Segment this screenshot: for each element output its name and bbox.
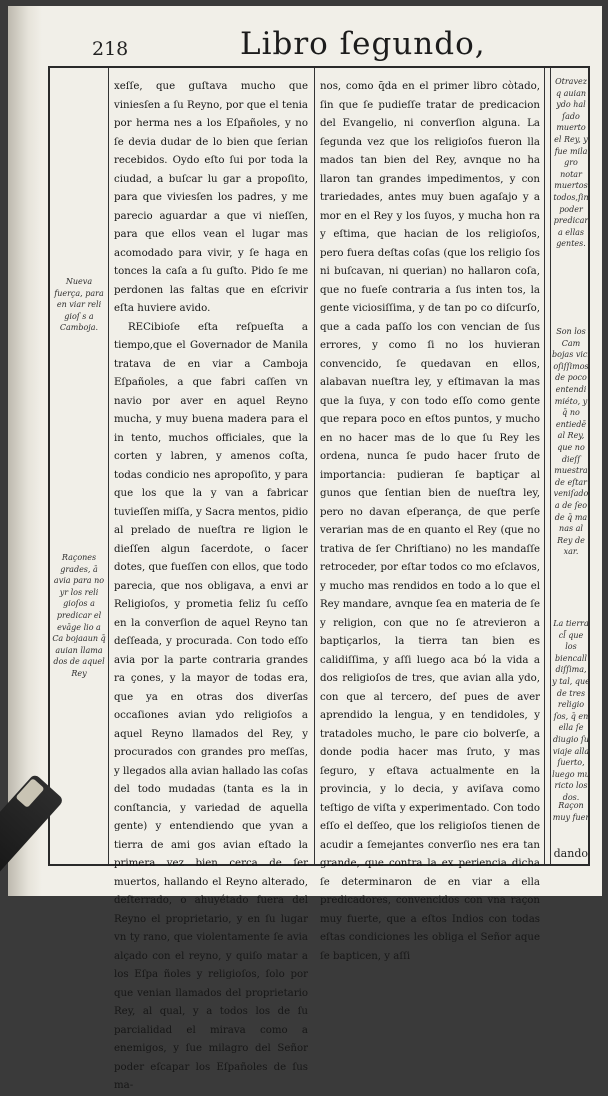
running-head: Libro ſegundo, <box>240 26 486 62</box>
text-column-right <box>320 78 540 962</box>
marginal-gloss: Raçon muy fuer <box>552 801 590 822</box>
marginal-gloss: Raçones grades, ā avia para no yr los reli gioſos a predicar el evāge lio a Ca bojaaun q̄ auian llama dos de aquel Rey <box>52 553 106 678</box>
page-number: 218 <box>92 38 129 60</box>
marginal-gloss: La tierra cl̄ que los biencall diſſima, y tal, que de tres religio ſos, q̄ en ella ſe diugio ſu viaje alla ſuerto, luego mu ricto los dos. <box>552 619 590 802</box>
column-rule <box>108 68 109 864</box>
gutter-shadow <box>8 6 42 896</box>
marginal-gloss: Nueva fuerça, para en viar reli gioſ s a Camboja. <box>54 277 104 333</box>
paragraph: nos, como q̄da en el primer libro còtado, ſin que ſe pudieſſe tratar de predicacion del Evangelio, ni converſion alguna. La ſegunda vez que los religioſos fueron lla mados tan bien del Rey, avnque no ha llaron tan grandes impedimentos, y con trariedades, antes muy buen agaſajo y a mor en el Rey y los ſuyos, y mucha hon ra y eſtima, que hacian de los religioſos, pero fuera deſtas coſas (que los religio ſos ni buſcavan, ni querian) no hallaron coſa, que no fueſe contraria a ſus inten tos, la gente viciosiſſima, y de tan po co diſcurſo, que a cada paſſo los con vencian de ſus errores, y como ſi no los huvieran convencido, ſe quedavan en ellos, alabavan nueſtra ley, y eſtimavan la mas que la ſuya, y con todo eſſo como gente que repara poco en eſtos puntos, y mucho en no hacer mas de lo que ſu Rey les ordena, nunca ſe pudo hacer ſruto de importancia: pudieran ſe baptiçar al gunos que ſentian bien de nueſtra ley, pero no davan eſperança, de que perſe verarian mas de en quanto el Rey (que no trativa de ſer Chriſtiano) no les mandaſſe retroceder, por eſtar todos co mo eſclavos, y mucho mas rendidos en todo a lo que el Rey mandare, avnque ſea en materia de ſe y religion, con que no ſe atrevieron a baptiçarlos, la tierra tan bien es calidiſſima, y aſſi luego aca bó la vida a dos religioſos de tres, que avian alla ydo, con que al tercero, deſ pues de aver aprendido la lengua, y en tendidoles, y tratadoles mucho, le pare cio bolverſe, a donde podia hacer mas ſruto, y mas ſeguro, y eſtava actualmente en la provincia, y lo decia, y aviſava como teſtigo de viſta y experimentado. Con todo eſſo el deſſeo, que los religioſos tienen de acudir a ſemejantes converſio nes era tan grande, que contra la ex periencia dicha ſe determinaron de en viar a ella predicadores, convencidos con vna raçon muy fuerte, que a eſtos Indios con todas eſtas condiciones les obliga el Señor aque ſe bapticen, y aſſi <box>320 81 540 962</box>
paragraph: xeſſe, que guſtava mucho que viniesſen a ſu Reyno, por que el tenia por herma nes a los Eſpañoles, y no ſe devia dudar de lo bien que ſerian recebidos. Oydo eſto ſui por toda la ciudad, a buſcar lu gar a propoſito, para que viviesſen los padres, y me parecio aguardar a que vi nieſſen, para que ellos vean el lugar mas acomodado para vivir, y ſe haga en tonces la caſa a ſu guſto. Pido ſe me perdonen las faltas que en eſcrivir eſta huviere avido. <box>114 81 308 314</box>
column-rule <box>550 68 551 864</box>
marginal-gloss: Son los Cam bojas vici oſiſſimos de poco entendi miéto, y q̄ no entiedē al Rey, que no dieſſ muestra de eſtar veniſado a de ſeo de q̄ ma nas al Rey de xar. <box>552 327 590 557</box>
text-frame <box>48 66 590 1091</box>
paragraph: RECibioſe eſta reſpueſta a tiempo,que el Governador de Manila tratava de en viar a Camboja Eſpañoles, a que fabri caſſen vn navio por aver en aquel Reyno mucha, y muy buena madera para el in tento, muchos officiales, que la corten y labren, y amenos coſta, todas condicio nes apropoſito, y para que los que la y van a fabricar tuvieſſen miſſa, y Sacra mentos, pidio al prelado de nueſtra re ligion le dieſſen algun ſacerdote, o ſacer dotes, que fueſſen con ellos, que todo parecia, que nos obligava, a envi ar Religioſos, y prometia feliz ſu ceſſo en la converſion de aquel Reyno tan deſſeada, y procurada. Con todo eſſo avia por la parte contraria grandes ra çones, y la mayor de todas era, que ya en otras dos diverſas occaſiones avian ydo religioſos a aquel Reyno llamados del Rey, y procurados con grandes pro meſſas, y llegados alla avian hallado las coſas del todo mudadas (tanta es la in conſtancia, y variedad de aquella gente) y entendiendo que yvan a tierra de ami gos avian eſtado la primera vez bien cerca de ſer muertos, hallando el Reyno alterado, deſterrado, o ahuyétado fuera del Reyno el proprietario, y en ſu lugar vn ty rano, que violentamente ſe avia alçado con el reyno, y quiſo matar a los Eſpa ñoles y religioſos, ſolo por que venian llamados del proprietario Rey, al qual, y a todos los de ſu parcialidad el mirava como a enemigos, y ſue milagro del Señor poder eſcapar los Eſpañoles de ſus ma- <box>114 321 308 1091</box>
column-rule <box>544 68 545 864</box>
page-header <box>8 24 602 64</box>
book-page <box>8 6 602 1091</box>
catchword: dando <box>553 847 588 860</box>
text-column-left <box>114 78 308 1091</box>
marginal-gloss: Otravez q auian ydo hal ſado muerto el Rey, y fue mila gro notar muertos todos,ſin poder predicar a ellas gentes. <box>553 77 589 249</box>
column-rule <box>314 68 315 864</box>
